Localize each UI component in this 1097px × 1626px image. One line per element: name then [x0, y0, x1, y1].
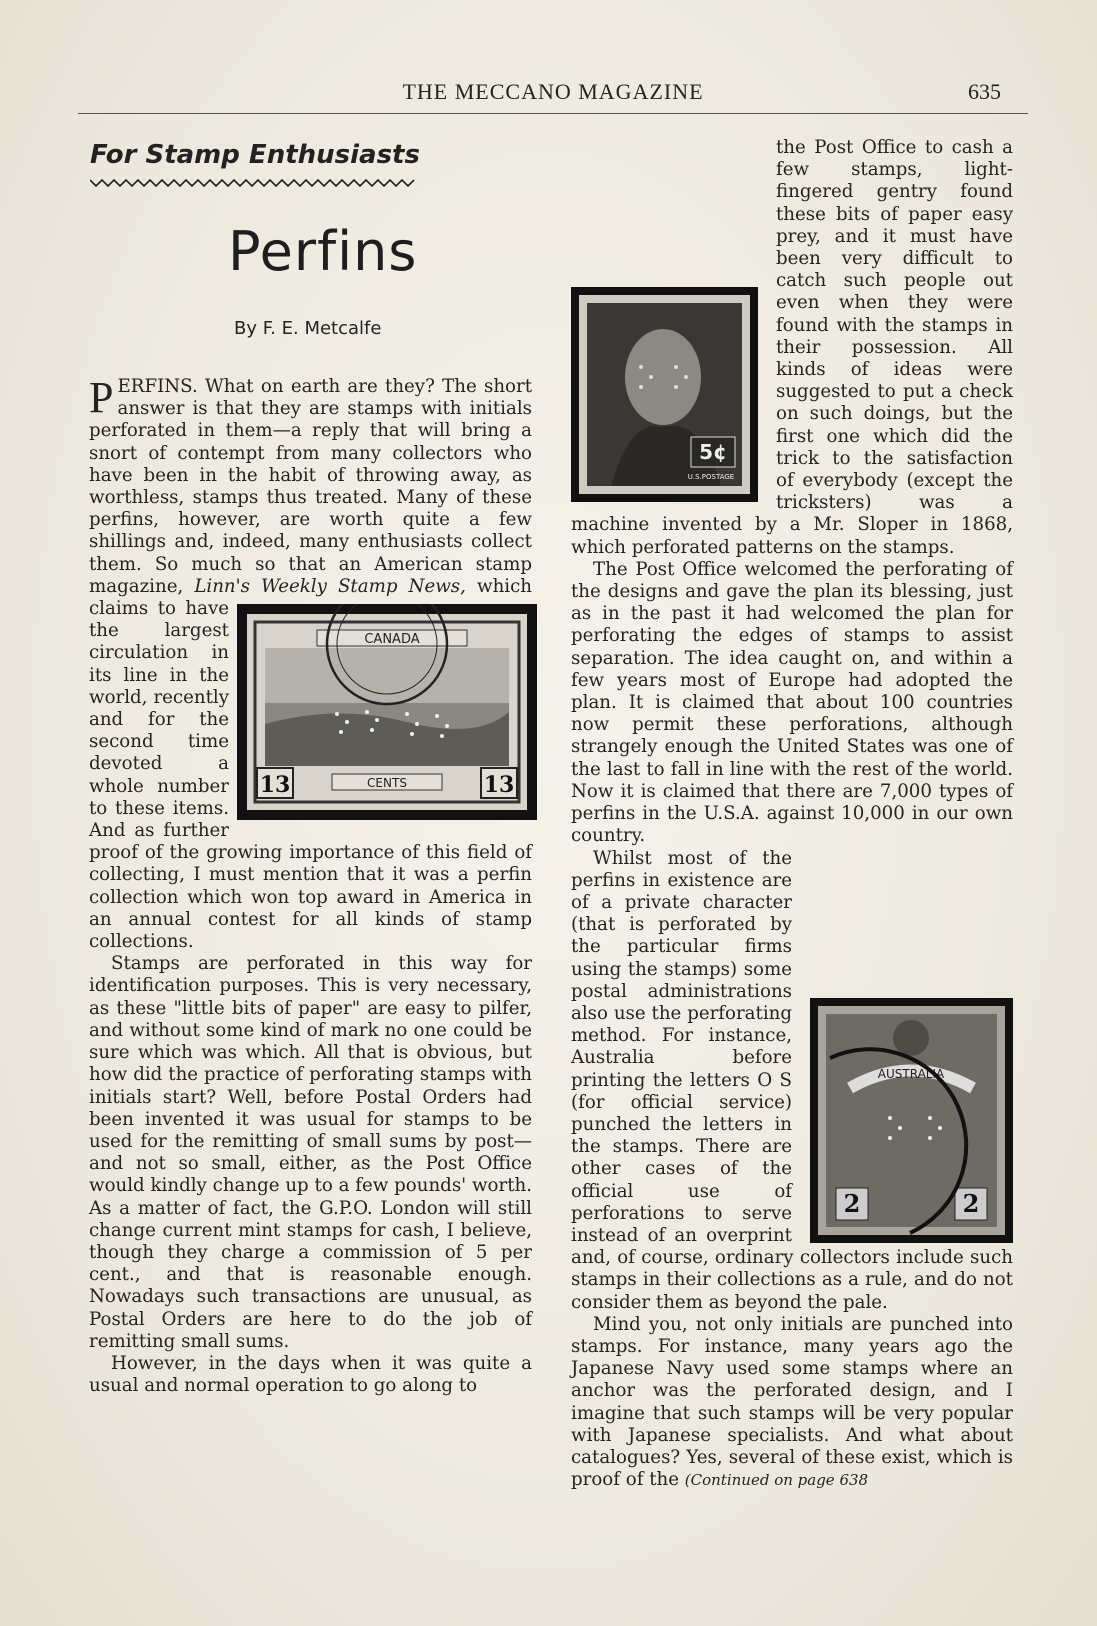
byline: By F. E. Metcalfe	[234, 318, 382, 339]
paragraph-text: which claims to have the largest circulation in its line in the world, recently and for the second time devoted a whole number to these items. And as further proof of the growing importance of this field of collecting, I must mention that it was a perfin collection which won top award in America in an annual contest for all kinds of stamp collections.	[89, 575, 532, 953]
us-stamp-image	[571, 287, 758, 502]
paragraph	[571, 848, 1013, 1314]
right-column-flow	[571, 137, 1013, 1491]
running-header	[78, 79, 1028, 109]
stamp-currency: CENTS	[367, 776, 407, 791]
paragraph-text: The Post Office welcomed the perforating of the designs and gave the plan its blessing, just as in the past it had welcomed the plan for perforating the edges of stamps to assist separation. The idea caught on, and within a few years most of Europe had adopted the plan. It is claimed that about 100 countries now permit these perforations, although strangely enough the United States was one of the last to fall in line with the rest of the world. Now it is claimed that there are 7,000 types of perfins in the U.S.A. against 10,000 in our own country.	[571, 558, 1013, 847]
us-stamp-figure	[571, 287, 758, 502]
stamp-value-left: 2	[843, 1188, 861, 1218]
paragraph-text: What on earth are they? The short answer is that they are stamps with initials perforated in them—a reply that will bring a snort of contempt from many collectors who have been in the habit of throwing away, as worthless, stamps thus treated. Many of these perfins, however, are worth quite a few shillings and, indeed, many enthusiasts collect them. So much so that an American stamp magazine,	[89, 376, 532, 597]
continued-note: (Continued on page 638	[684, 1471, 869, 1490]
australia-stamp-figure	[810, 998, 1013, 1243]
stamp-value-right: 2	[962, 1188, 980, 1218]
stamp-country: CANADA	[364, 632, 420, 648]
paragraph: However, in the days when it was quite a usual and normal operation to go along to	[89, 1352, 532, 1397]
stamp-value: 5¢	[699, 440, 727, 464]
paragraph: Stamps are perforated in this way for identification purposes. This is very necessary, as these "little bits of paper" are easy to pilfer, and without some kind of mark no one could be sure which was which. All that is obvious, but how did the practice of perforating stamps with initials start? Well, before Postal Orders had been invented it was usual for stamps to be used for the remitting of small sums by post—and not so small, either, as the Post Office would kindly change up to a few pounds' worth. As a matter of fact, the G.P.O. London will still change current mint stamps for cash, I believe, though they charge a commission of 5 per cent., and that is reasonable enough. Nowadays such transactions are unusual, as Postal Orders are here to do the job of remitting small sums.	[89, 953, 532, 1352]
drop-cap: P	[89, 373, 114, 422]
left-column	[89, 373, 532, 1397]
italic-title: Linn's Weekly Stamp News,	[194, 575, 466, 597]
canada-stamp-figure	[237, 604, 537, 820]
stamp-value-left: 13	[259, 772, 291, 799]
paragraph	[89, 373, 532, 953]
paragraph-text: Whilst most of the perfins in existence are of a private character (that is perforated by the particular firms using the stamps) some postal administrations also use the perforating method. For instance, Australia before printing the letters O S (for official service) punched the letters in the stamps. There are other cases of the official use of perforations to serve instead of an overprint and, of course, ordinary collectors include such stamps in their collections as a rule, and do not consider them as beyond the pale.	[571, 847, 1013, 1313]
paragraph	[571, 137, 1013, 559]
paragraph-text: Mind you, not only initials are punched into stamps. For instance, many years ago the Japanese Navy used some stamps where an anchor was the perforated design, and I imagine that such stamps will be very popular with Japanese specialists. And what about catalogues? Yes, several of these exist, which is proof of the	[571, 1313, 1013, 1491]
section-heading: For Stamp Enthusiasts	[90, 140, 420, 170]
wavy-underline	[90, 176, 420, 190]
header-rule	[78, 113, 1028, 114]
paragraph	[571, 559, 1013, 848]
lead-in: ERFINS.	[117, 376, 198, 397]
paragraph-text: the Post Office to cash a few stamps, light-fingered gentry found these bits of paper easy prey, and it must have been very difficult to catch such people out even when they were found with the stamps in their possession. All kinds of ideas were suggested to put a check on such doings, but the first one which did the trick to the satisfaction of everybody (except the tricksters) was a machine invented by a Mr. Sloper in 1868, which perforated patterns on the stamps.	[571, 137, 1013, 558]
page-number: 635	[968, 79, 1001, 104]
canada-stamp-image	[237, 604, 537, 820]
magazine-title: THE MECCANO MAGAZINE	[402, 79, 704, 104]
stamp-country: AUSTRALIA	[877, 1066, 945, 1081]
stamp-value-right: 13	[483, 772, 515, 799]
stamp-label: U.S.POSTAGE	[687, 473, 735, 481]
article-title: Perfins	[228, 220, 418, 283]
paragraph	[571, 1314, 1013, 1492]
australia-stamp-image	[810, 998, 1013, 1243]
